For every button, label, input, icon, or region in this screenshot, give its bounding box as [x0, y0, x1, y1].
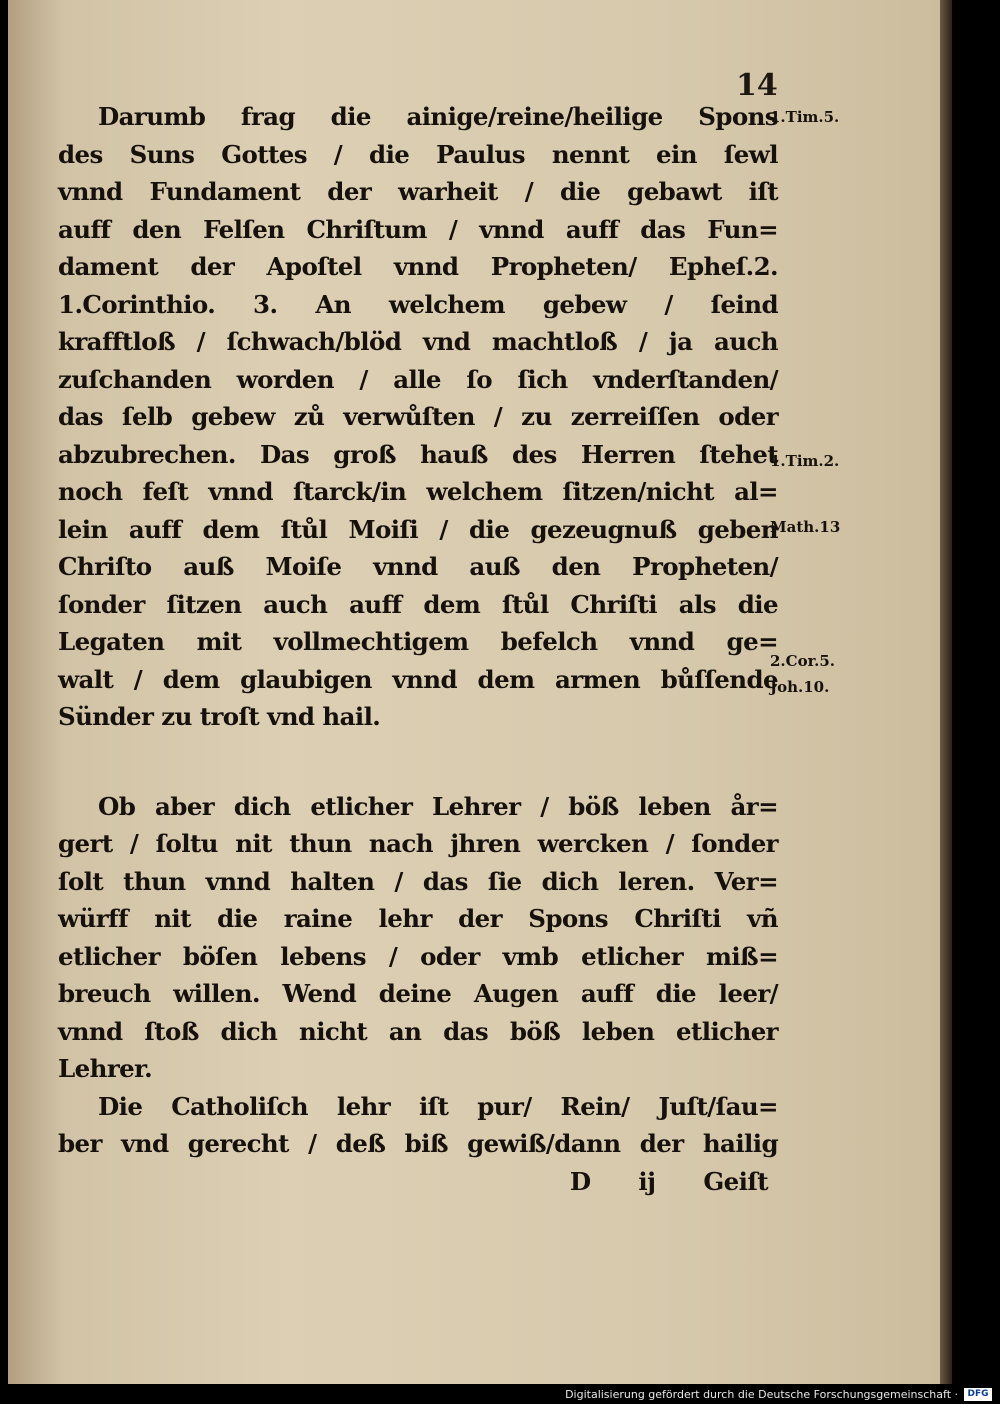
footer-credit: Digitalisierung gefördert durch die Deutsche Forschungsgemeinschaft · — [565, 1388, 958, 1401]
body-text — [58, 98, 778, 1200]
page-edge — [940, 0, 952, 1384]
margin-note: Joh.10. — [770, 678, 830, 696]
margin-note: 1.Tim.2. — [770, 452, 840, 470]
text-line: Die Catholiſch lehr iſt pur/ Rein/ Juſt/ſau= — [98, 1091, 778, 1121]
text-line: dament der Apoſtel vnnd Propheten/ Epheſ.2. — [58, 252, 778, 281]
footer-bar — [0, 1384, 1000, 1404]
text-line: würff nit die raine lehr der Spons Chriſti vñ — [58, 904, 778, 933]
text-line: abzubrechen. Das groß hauß des Herren ſtehet — [58, 439, 778, 469]
text-line: Sünder zu troſt vnd hail. — [58, 702, 381, 731]
text-line: Ob aber dich etlicher Lehrer / böß leben år= — [98, 791, 778, 821]
text-line: gert / ſoltu nit thun nach jhren wercken / ſonder — [58, 829, 778, 858]
dfg-logo: DFG — [964, 1388, 992, 1401]
text-line: lein auff dem ſtůl Moiſi / die gezeugnuß geben — [58, 514, 778, 544]
text-line: 1.Corinthio. 3. An welchem gebew / ſeind — [58, 289, 778, 319]
signature-mark: D ij — [569, 1166, 656, 1196]
text-line: Lehrer. — [58, 1054, 153, 1083]
margin-note: Math.13 — [770, 518, 841, 536]
text-line: breuch willen. Wend deine Augen auff die leer/ — [58, 979, 778, 1008]
text-line: Darumb frag die ainige/reine/heilige Spons — [98, 102, 778, 131]
text-line: das ſelb gebew zů verwůſten / zu zerreiſſen oder — [58, 402, 778, 431]
signature-line — [58, 1163, 778, 1201]
page-number: 14 — [736, 68, 778, 103]
text-line: krafftloß / ſchwach/blöd vnd machtloß / ja auch — [58, 327, 778, 356]
text-line: des Suns Gottes / die Paulus nennt ein ſewl — [58, 139, 778, 169]
text-line: auff den Felſen Chriſtum / vnnd auff das Fun= — [58, 214, 778, 244]
text-line: ber vnd gerecht / deß biß gewiß/dann der hailig — [58, 1129, 778, 1158]
text-line: ſonder ſitzen auch auff dem ſtůl Chriſti als die — [58, 589, 778, 619]
text-line: ſolt thun vnnd halten / das ſie dich leren. Ver= — [58, 866, 778, 896]
text-line: Chriſto auß Moiſe vnnd auß den Propheten/ — [58, 552, 778, 581]
text-line: walt / dem glaubigen vnnd dem armen bůſſende — [58, 664, 778, 694]
text-line: vnnd ſtoß dich nicht an das böß leben etlicher — [58, 1016, 778, 1046]
margin-note: 1.Tim.5. — [770, 108, 840, 126]
text-line: zuſchanden worden / alle ſo ſich vnderſtanden/ — [58, 364, 778, 394]
paragraph-gap — [58, 736, 778, 788]
book-page — [8, 0, 940, 1384]
catchword: Geiſt — [703, 1166, 768, 1196]
text-line: vnnd Fundament der warheit / die gebawt iſt — [58, 177, 778, 206]
margin-note: 2.Cor.5. — [770, 652, 836, 670]
text-line: etlicher böſen lebens / oder vmb etlicher miß= — [58, 941, 778, 971]
text-line: Legaten mit vollmechtigem befelch vnnd ge= — [58, 627, 778, 656]
text-line: noch feſt vnnd ſtarck/in welchem ſitzen/nicht al= — [58, 477, 778, 506]
